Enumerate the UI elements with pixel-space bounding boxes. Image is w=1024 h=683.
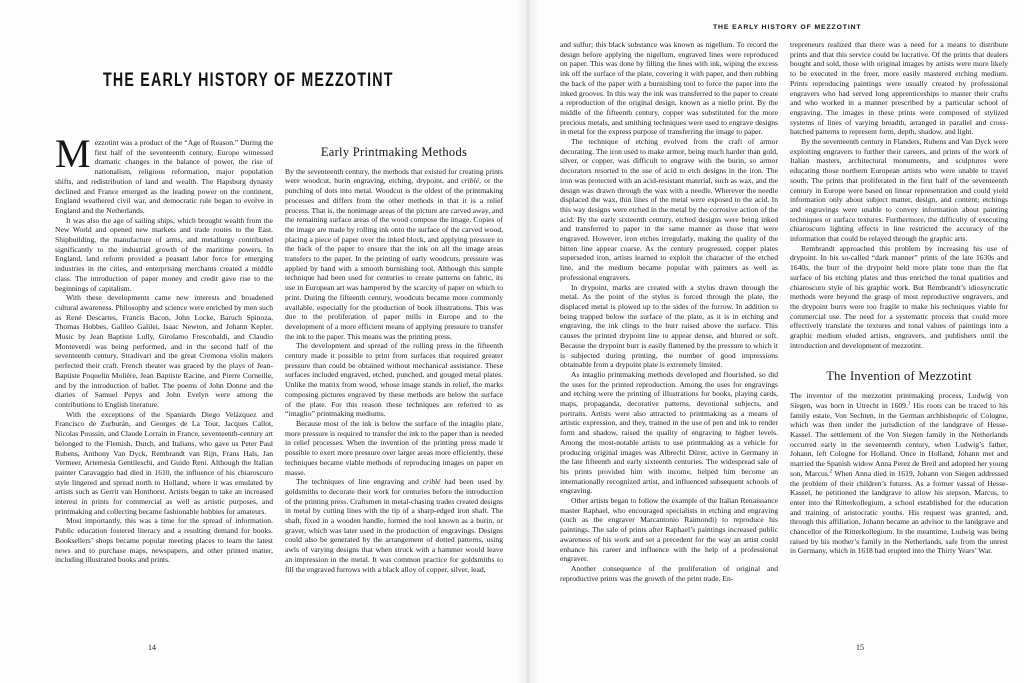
paragraph: Another consequence of the proliferation of original and reproductive prints was the growth of the print trade. En- bbox=[560, 563, 778, 583]
section-heading-invention-of-mezzotint: The Invention of Mezzotint bbox=[826, 368, 972, 383]
paragraph: In drypoint, marks are created with a stylus drawn through the metal. As the point of the stylus is forced through the plate, the displaced metal is plowed up to the sides of the furrow. In addition to being trapped below the surface of the plate, as it is in etching and engraving, the ink clings to the burr raised above the surface. This causes the printed drypoint line to appear dense, and blurred or soft. Because the drypoint burr is easily flattened by the pressure to which it is subjected during printing, the number of good impressions obtainable from a drypoint plate is extremely limited. bbox=[560, 282, 778, 370]
paragraph: The technique of etching evolved from the craft of armor decorating. The iron used to make armor, being much harder than gold, silver, or copper, was difficult to engrave with the burin, so armor decorators resorted to the use of acid to etch designs in the iron. The iron was protected with an acid-resistant material, such as wax, and the design was drawn through the wax with a needle. Wherever the needle displaced the wax, thin lines of the metal were exposed to the acid. In this way designs were etched in the metal by the corrosive action of the acid. By the early sixteenth century, etched designs were being inked and transferred to paper in the same manner as those that were engraved. However, iron etches irregularly, making the quality of the bitten line appear coarse. As the century progressed, copper plates superseded iron, artists learned to exploit the character of the etched line, and the medium became popular with painters as well as professional engravers. bbox=[560, 137, 778, 282]
section-heading-early-printmaking-methods: Early Printmaking Methods bbox=[320, 145, 468, 159]
paragraph: With these developments came new interests and broadened cultural awareness. Philosophy and science were enriched by men such as René Descartes, Francis Bacon, John Locke, Baruch Spinoza, Thomas Hobbes, Galileo Galilei, Isaac Newton, and Johann Kepler. Music by Jean Baptiste Lully, Girolamo Frescobaldi, and Claudio Monteverdi was being performed, and in the second half of the seventeenth century, Stradivari and the great Cremona violin makers perfected their craft. French theater was graced by the plays of Jean-Baptiste Poquelin Molière, Jean Baptiste Racine, and Pierre Corneille, and by the introduction of ballet. The poems of John Donne and the diaries of Samuel Pepys and John Evelyn were among the contributions to English literature. bbox=[55, 293, 273, 409]
left-column1-paragraphs bbox=[55, 216, 273, 565]
right-page bbox=[528, 0, 1024, 683]
paragraph: By the seventeenth century, the methods that existed for creating prints were woodcut, burin engraving, etching, drypoint, and criblé, or the punching of dots into metal. Woodcut is the oldest of the printmaking processes and differs from the other methods in that it is a relief process. That is, the nonimage areas of the picture are carved away, and the remaining surface areas of the wood compose the image. Copies of the image are made by rolling ink onto the surface of the carved wood, placing a piece of paper over the inked block, and applying pressure to the back of the paper to ensure that the ink on all the image areas transfers to the paper. In the printing of early woodcuts, pressure was applied by hand with a smooth burnishing tool. Although this simple technique had been used for centuries to create patterns on fabric, its use in European art was hampered by the scarcity of paper on which to print. During the fifteenth century, woodcuts became more commonly available, especially for the production of book illustrations. This was due to the proliferation of paper mills in Europe and to the development of a more efficient means of applying pressure to transfer the ink to the paper. This means was the printing press. bbox=[285, 166, 503, 341]
paragraph: Most importantly, this was a time for the spread of information. Public education fostered literacy and a resulting demand for books. Booksellers’ shops became popular meeting places to learn the latest news and to purchase maps, newspapers, and other printed matter, including illustrated books and prints. bbox=[55, 516, 273, 565]
paragraph: Because most of the ink is below the surface of the intaglio plate, more pressure is required to transfer the ink to the paper than is needed in relief processes. When the invention of the printing press made it possible to exert more pressure over larger areas more efficiently, these techniques became viable methods of reproducing images on paper en masse. bbox=[285, 418, 503, 477]
right-column1-paragraphs bbox=[560, 40, 778, 583]
page-number-left: 14 bbox=[148, 643, 156, 652]
right-page-column-1 bbox=[560, 40, 778, 583]
right-column2-paragraphs-top bbox=[790, 40, 1008, 351]
paragraph: The development and spread of the rolling press in the fifteenth century made it possible to print from surfaces that required greater pressure than could be obtained without mechanical assistance. These surfaces included engraved, etched, punched, and gouged metal plates. Unlike the matrix from wood, whose image stands in relief, the marks composing pictures engraved by these methods are below the surface of the plate. For this reason these techniques are referred to as “intaglio” printmaking mediums. bbox=[285, 341, 503, 419]
paragraph: Other artists began to follow the example of the Italian Renaissance master Raphael, who encouraged specialists in etching and engraving (such as the engraver Marcantonio Raimondi) to reproduce his paintings. The sale of prints after Raphael’s paintings increased public awareness of his work and set a precedent for the way an artist could enhance his career and influence with the help of a professional engraver. bbox=[560, 496, 778, 564]
opening-paragraph-text: ezzotint was a product of the “Age of Reason.” During the first half of the seventeenth century, Europe witnessed dramatic changes in the balance of power, the rise of nationalism, religious reformation, major population shifts, and redistribution of land and wealth. The Hapsburg dynasty declined and France emerged as the leading power on the continent, England weathered civil war, and democratic rule began to evolve in England and the Netherlands. bbox=[55, 138, 273, 215]
drop-cap: M bbox=[55, 131, 91, 176]
paragraph: It was also the age of sailing ships, which brought wealth from the New World and opened new markets and trade routes to the East. Shipbuilding, the manufacture of arms, and metallurgy contributed significantly to the industrial growth of the maritime powers. In England, land reform provided a peasant labor force for emerging industries in the cities, and enterprising merchants created a middle class. The introduction of paper money and credit gave rise to the beginnings of capitalism. bbox=[55, 215, 273, 293]
page-number-right: 15 bbox=[856, 643, 864, 652]
left-page-column-1 bbox=[55, 131, 273, 565]
right-column2-paragraphs-bottom bbox=[790, 391, 1008, 556]
paragraph: With the exceptions of the Spaniards Diego Velázquez and Francisco de Zurburán, and Georges de La Tour, Jacques Callot, Nicolas Poussin, and Claude Lorrain in France, seventeenth-century art belonged to the Flemish, Dutch, and Italians, who gave us Peter Paul Rubens, Anthony Van Dyck, Rembrandt van Rijn, Frans Hals, Jan Vermeer, Artemesia Gentileschi, and Guido Reni. Although the Italian painter Caravaggio had died in 1610, the influence of his chiaroscuro style lingered and spread north to Holland, where it was emulated by artists such as Gerrit van Honthorst. Artists began to take an increased interest in prints for commercial as well as artistic purposes, and printmaking and collecting became fashionable hobbies for amateurs. bbox=[55, 409, 273, 516]
paragraph: and sulfur; this black substance was known as nigellum. To record the design before applying the nigellum, engraved lines were reproduced on paper. This was done by filling the lines with ink, wiping the excess ink off the surface of the plate, covering it with paper, and then rubbing the back of the paper with a burnishing tool to force the paper into the inked grooves. In this way the ink was transferred to the paper to create a reproduction of the original design, known as a niello print. By the middle of the fifteenth century, copper was substituted for the more precious metals, and smithing techniques were used to engrave designs in metal for the express purpose of transferring the image to paper. bbox=[560, 40, 778, 137]
paragraph: trepreneurs realized that there was a need for a means to distribute prints and that this service could be lucrative. Of the prints that dealers bought and sold, those with original images by artists were more likely to be executed in the freer, more easily mastered etching medium. Prints reproducing paintings were usually created by professional engravers who had served long apprenticeships to master their crafts and who worked in a manner prescribed by a particular school of engraving. The images in these prints were composed of stylized systems of lines of varying breadth, arranged in parallel and cross-hatched patterns to represent form, depth, shadow, and light. bbox=[790, 40, 1008, 137]
left-page-column-2 bbox=[285, 145, 503, 574]
paragraph: Rembrandt approached this problem by increasing his use of drypoint. In his so-called “dark manner” prints of the late 1630s and 1640s, the burr of the drypoint held more plate tone than the flat surface of his etching plates and thus enriched the tonal qualities and chiaroscuro style of his graphic work. But Rembrandt’s idiosyncratic methods were beyond the grasp of most reproductive engravers, and the drypoint burrs were too fragile to make his techniques viable for commercial use. The need for a systematic process that could more effectively translate the textures and tonal values of paintings into a graphic medium eluded artists, engravers, and publishers until the introduction and development of mezzotint. bbox=[790, 243, 1008, 350]
paragraph: By the seventeenth century in Flanders, Rubens and Van Dyck were exploiting engravers to further their careers, and prints of the work of Italian masters, architectural monuments, and sculptures were educating those northern European artists who were unable to travel south. The prints that proliferated in the first half of the seventeenth century in Europe were based on linear representation and could yield information only about subject matter, design, and content; etchings and engravings were unable to convey information about painting techniques or surface textures. Furthermore, the difficulty of executing chiaroscuro lighting effects in line restricted the accuracy of the information that could be relayed through the graphic arts. bbox=[790, 137, 1008, 244]
page-title: THE EARLY HISTORY OF MEZZOTINT bbox=[103, 70, 394, 91]
opening-paragraph bbox=[55, 131, 273, 216]
running-head: THE EARLY HISTORY OF MEZZOTINT bbox=[713, 24, 862, 31]
left-column2-paragraphs bbox=[285, 167, 503, 575]
paragraph: The techniques of line engraving and criblé had been used by goldsmiths to decorate their work for centuries before the introduction of the printing press. Craftsmen in metal-chasing trades created designs in metal by cutting lines with the tip of a sharp-edged iron shaft. The shaft, fixed in a wooden handle, formed the tool known as a burin, or graver, which was later used in the production of engravings. Designs could also be generated by the arrangement of dotted patterns, using awls of varying designs that when struck with a hammer would leave an impression in the metal. It was common practice for goldsmiths to fill the engraved furrows with a black alloy of copper, silver, lead, bbox=[285, 477, 503, 574]
right-page-column-2 bbox=[790, 40, 1008, 556]
paragraph: The inventor of the mezzotint printmaking process, Ludwig von Siegen, was born in Utrecht in 1609.$^1$ His roots can be traced to his family estate, Von Sechten, in the German archbishopric of Cologne, which was then under the jurisdiction of the landgrave of Hesse-Kassel. The settlement of the Von Siegen family in the Netherlands occurred early in the seventeenth century, when Ludwig’s father, Johann, left Cologne for Holland. Once in Holland, Johann met and married the Spanish widow Anna Perez de Breil and adopted her young son, Marcus.$^2$ When Anna died in 1619, Johann von Siegen addressed the problem of their children’s futures. As a former vassal of Hesse-Kassel, he petitioned the landgrave to allow his stepson, Marcus, to enter into the Ritterkollegium, a school established for the education and training of aristocratic youths. His request was granted, and, through this affiliation, Johann became an advisor to the landgrave and chancellor of the Ritterkollegium. In the meantime, Ludwig was being raised by his mother’s family in the Netherlands, safe from the unrest in Germany, which in 1618 had erupted into the Thirty Years’ War. bbox=[790, 391, 1009, 556]
paragraph: As intaglio printmaking methods developed and flourished, so did the uses for the printed reproduction. Among the uses for engravings and etching were the printing of illustrations for books, playing cards, maps, propaganda, decorative patterns, devotional subjects, and portraits. Artists were also attracted to printmaking as a means of artistic expression, and they, trained in the use of pen and ink to render form and shadow, raised the quality of engraving to higher levels. Among the most-notable artists to use printmaking as a vehicle for producing original images was Albrecht Dürer, active in Germany in the late fifteenth and early sixteenth centuries. The widespread sale of his prints provided him with income, helped him become an internationally recognized artist, and influenced subsequent schools of engraving. bbox=[560, 369, 778, 496]
